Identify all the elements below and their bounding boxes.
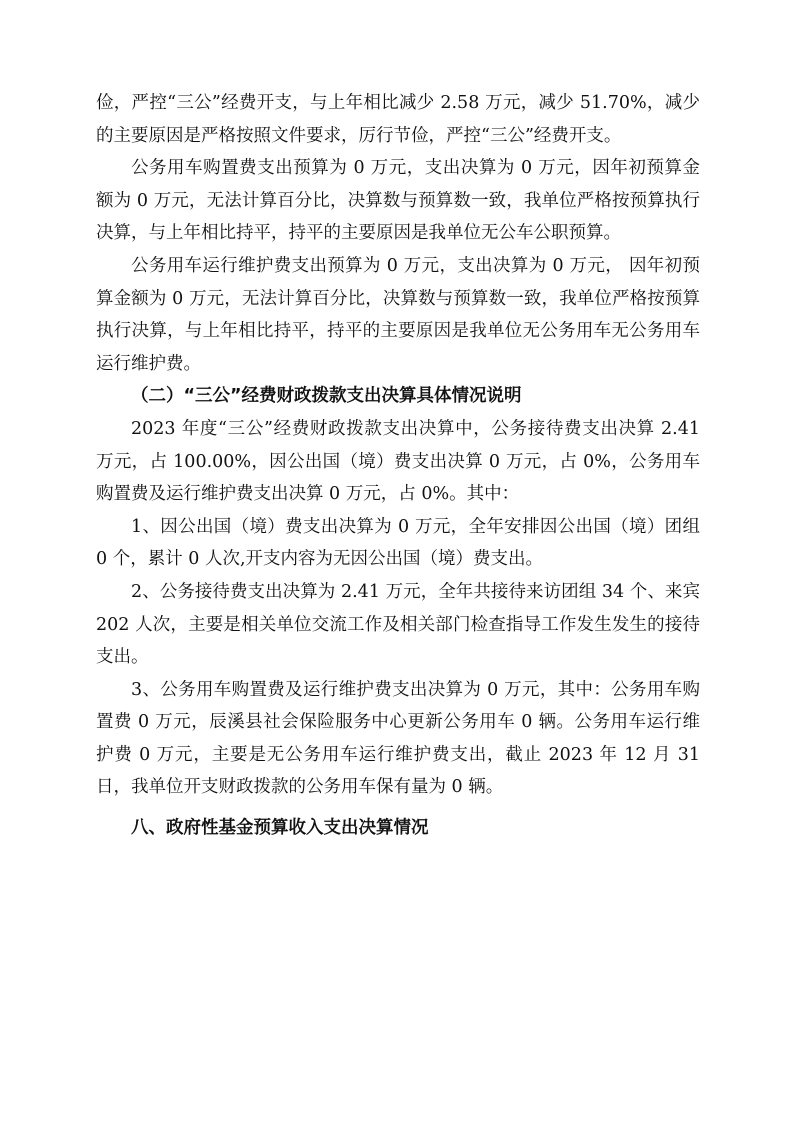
paragraph-vehicle-maintenance: 公务用车运行维护费支出预算为 0 万元，支出决算为 0 万元， 因年初预算金额为 0 万元，无法计算百分比，决算数与预算数一致，我单位严格按预算执行决算，与上年相比持平，持平的主要原因是我单位无公务用车无公务用车运行维护费。 [96,255,700,374]
section-heading-fiscal-allocation: （二）“三公”经费财政拨款支出决算具体情况说明 [131,386,522,407]
paragraph-item-3-vehicles: 3、公务用车购置费及运行维护费支出决算为 0 万元，其中：公务用车购置费 0 万元，辰溪县社会保险服务中心更新公务用车 0 辆。公务用车运行维护费 0 万元，主要是无公务用车运行维护费支出，截止 2023 年 12 月 31 日，我单位开支财政拨款的公务用车保有量为 0 辆。 [96,679,700,798]
paragraph-vehicle-purchase: 公务用车购置费支出预算为 0 万元，支出决算为 0 万元，因年初预算金额为 0 万元，无法计算百分比，决算数与预算数一致，我单位严格按预算执行决算，与上年相比持平，持平的主要原因是我单位无公车公职预算。 [96,158,700,244]
paragraph-2023-overview: 2023 年度“三公”经费财政拨款支出决算中，公务接待费支出决算 2.41 万元，占 100.00%，因公出国（境）费支出决算 0 万元，占 0%，公务用车购置费及运行维护费支出决算 0 万元，占 0%。其中： [96,418,700,505]
paragraph-item-2-reception: 2、公务接待费支出决算为 2.41 万元，全年共接待来访团组 34 个、来宾 202 人次，主要是相关单位交流工作及相关部门检查指导工作发生发生的接待支出。 [96,581,700,668]
section-heading-government-fund: 八、政府性基金预算收入支出决算情况 [131,818,429,839]
paragraph-item-1-overseas: 1、因公出国（境）费支出决算为 0 万元，全年安排因公出国（境）团组 0 个，累计 0 人次,开支内容为无因公出国（境）费支出。 [96,516,700,570]
paragraph-three-public-expense-summary: 俭，严控“三公”经费开支，与上年相比减少 2.58 万元，减少 51.70%，减少的主要原因是严格按照文件要求，厉行节俭，严控“三公”经费开支。 [96,93,700,146]
spacer [96,804,700,812]
document-body [96,87,700,845]
